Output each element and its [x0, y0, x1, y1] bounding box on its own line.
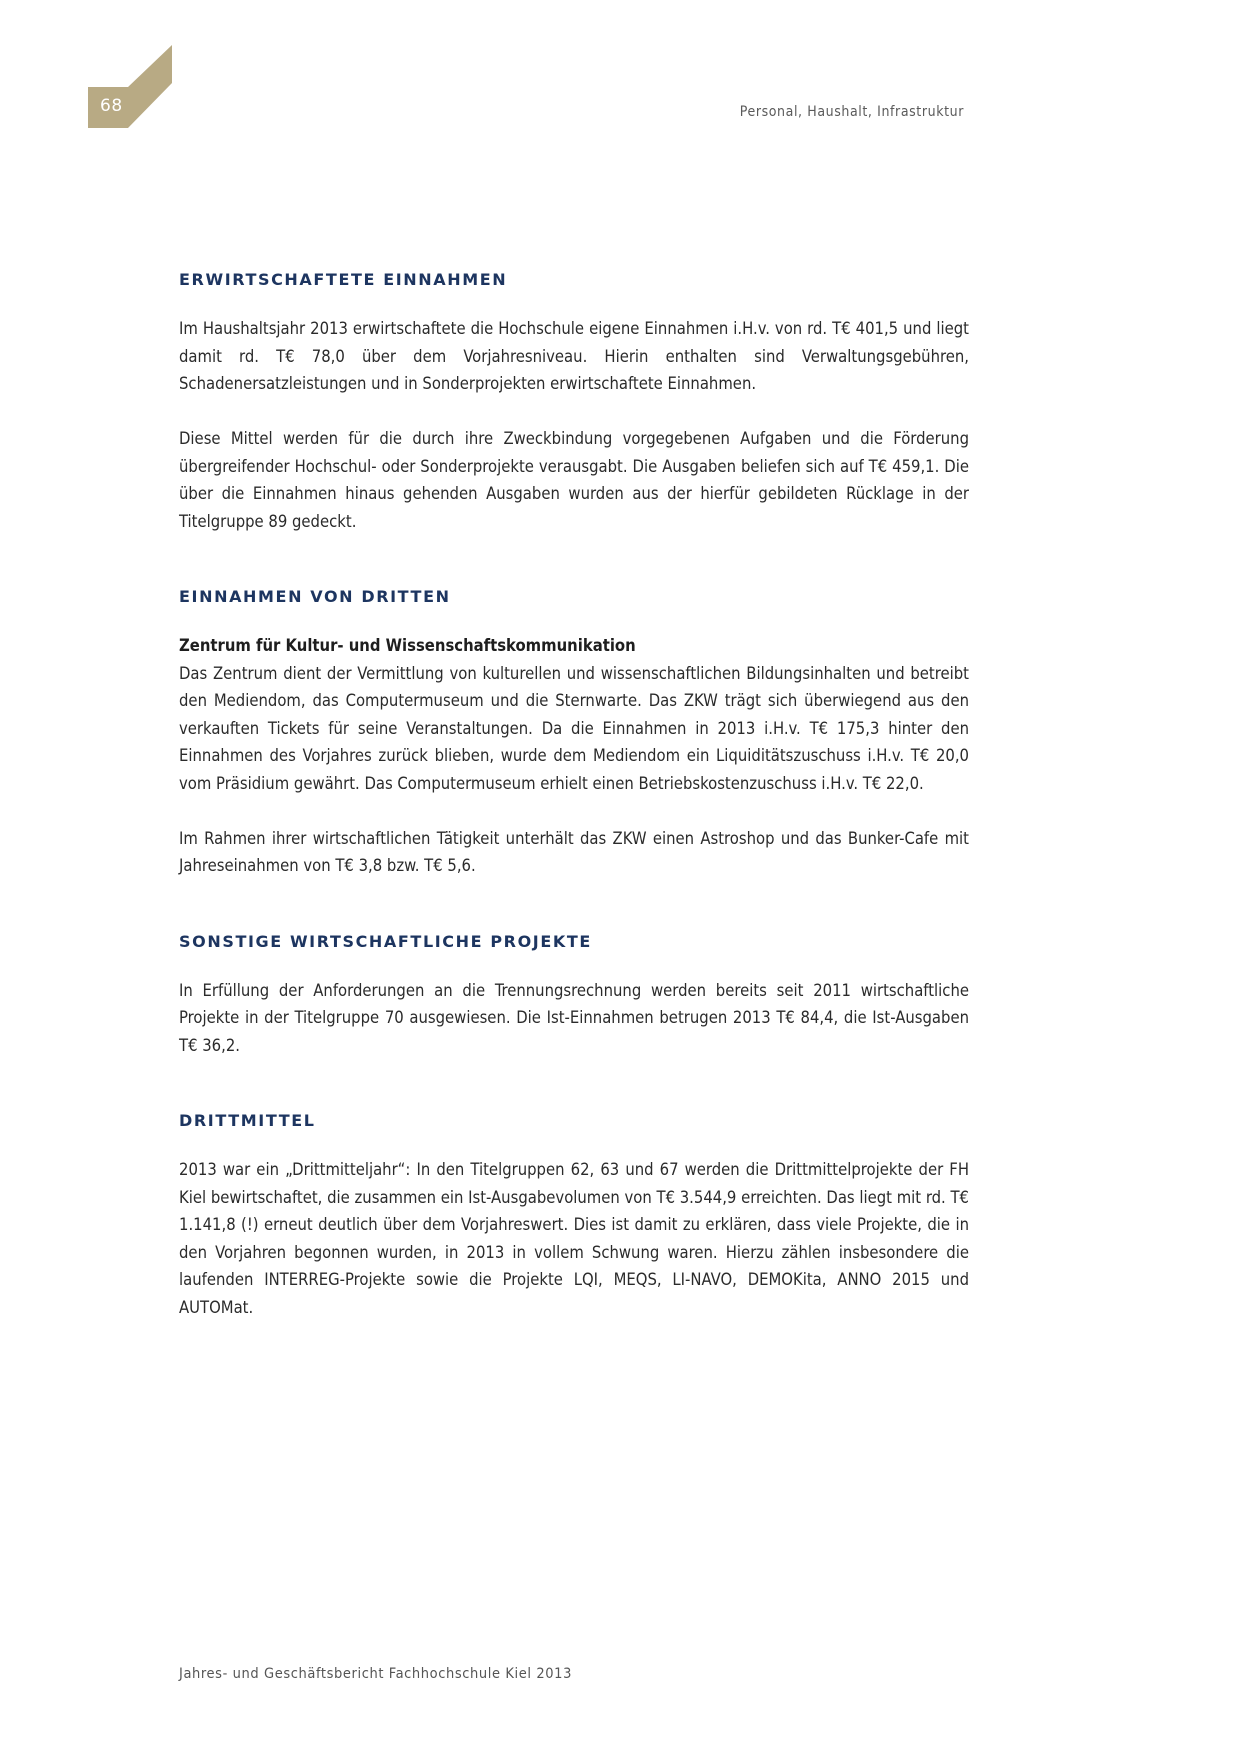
subsection-zkw: [179, 632, 969, 880]
paragraph: Das Zentrum dient der Vermittlung von kulturellen und wissenschaftlichen Bildungsinhalten und betreibt den Mediendom, das Computermuseum und die Sternwarte. Das ZKW trägt sich überwiegend aus den verkauften Tickets für seine Veranstaltungen. Da die Einnahmen in 2013 i.H.v. T€ 175,3 hinter den Einnahmen des Vorjahres zurück blieben, wurde dem Mediendom ein Liquiditätszuschuss i.H.v. T€ 20,0 vom Präsidium gewährt. Das Computermuseum erhielt einen Betriebskostenzuschuss i.H.v. T€ 22,0.: [179, 663, 969, 793]
paragraph: Im Haushaltsjahr 2013 erwirtschaftete die Hochschule eigene Einnahmen i.H.v. von rd. T€ 401,5 und liegt damit rd. T€ 78,0 über dem Vorjahresniveau. Hierin enthalten sind Verwaltungsgebühren, Schadenersatzleistungen und in Sonderprojekten erwirtschaftete Einnahmen.: [179, 319, 969, 393]
section-drittmittel: [179, 1111, 969, 1321]
section-sonstige-projekte: [179, 932, 969, 1060]
section-heading: SONSTIGE WIRTSCHAFTLICHE PROJEKTE: [179, 931, 592, 951]
paragraph: Diese Mittel werden für die durch ihre Zweckbindung vorgegebenen Aufgaben und die Förderung übergreifender Hochschul- oder Sonderprojekte verausgabt. Die Ausgaben beliefen sich auf T€ 459,1. Die über die Einnahmen hinaus gehenden Ausgaben wurden aus der hierfür gebildeten Rücklage in der Titelgruppe 89 gedeckt.: [179, 429, 969, 531]
page-number: 68: [100, 96, 123, 116]
running-header: Personal, Haushalt, Infrastruktur: [739, 104, 964, 120]
paragraph: Im Rahmen ihrer wirtschaftlichen Tätigkeit unterhält das ZKW einen Astroshop und das Bunker-Cafe mit Jahreseinahmen von T€ 3,8 bzw. T€ 5,6.: [179, 828, 969, 875]
paragraph: In Erfüllung der Anforderungen an die Trennungsrechnung werden bereits seit 2011 wirtschaftliche Projekte in der Titelgruppe 70 ausgewiesen. Die Ist-Einnahmen betrugen 2013 T€ 84,4, die Ist-Ausgaben T€ 36,2.: [179, 980, 969, 1055]
page-content: [179, 270, 969, 1373]
subsection-heading: Zentrum für Kultur- und Wissenschaftskommunikation: [179, 636, 636, 655]
section-einnahmen-von-dritten: [179, 587, 969, 880]
page-footer: Jahres- und Geschäftsbericht Fachhochschule Kiel 2013: [179, 1666, 572, 1682]
section-erwirtschaftete-einnahmen: [179, 270, 969, 535]
section-heading: DRITTMITTEL: [179, 1111, 316, 1130]
paragraph: 2013 war ein „Drittmitteljahr“: In den Titelgruppen 62, 63 und 67 werden die Drittmittelprojekte der FH Kiel bewirtschaftet, die zusammen ein Ist-Ausgabevolumen von T€ 3.544,9 erreichten. Das liegt mit rd. T€ 1.141,8 (!) erneut deutlich über dem Vorjahreswert. Dies ist damit zu erklären, dass viele Projekte, die in den Vorjahren begonnen wurden, in 2013 in vollem Schwung waren. Hierzu zählen insbesondere die laufenden INTERREG-Projekte sowie die Projekte LQI, MEQS, LI-NAVO, DEMOKita, ANNO 2015 und AUTOMat.: [179, 1160, 969, 1317]
section-heading: ERWIRTSCHAFTETE EINNAHMEN: [179, 270, 508, 289]
section-heading: EINNAHMEN VON DRITTEN: [179, 587, 451, 606]
